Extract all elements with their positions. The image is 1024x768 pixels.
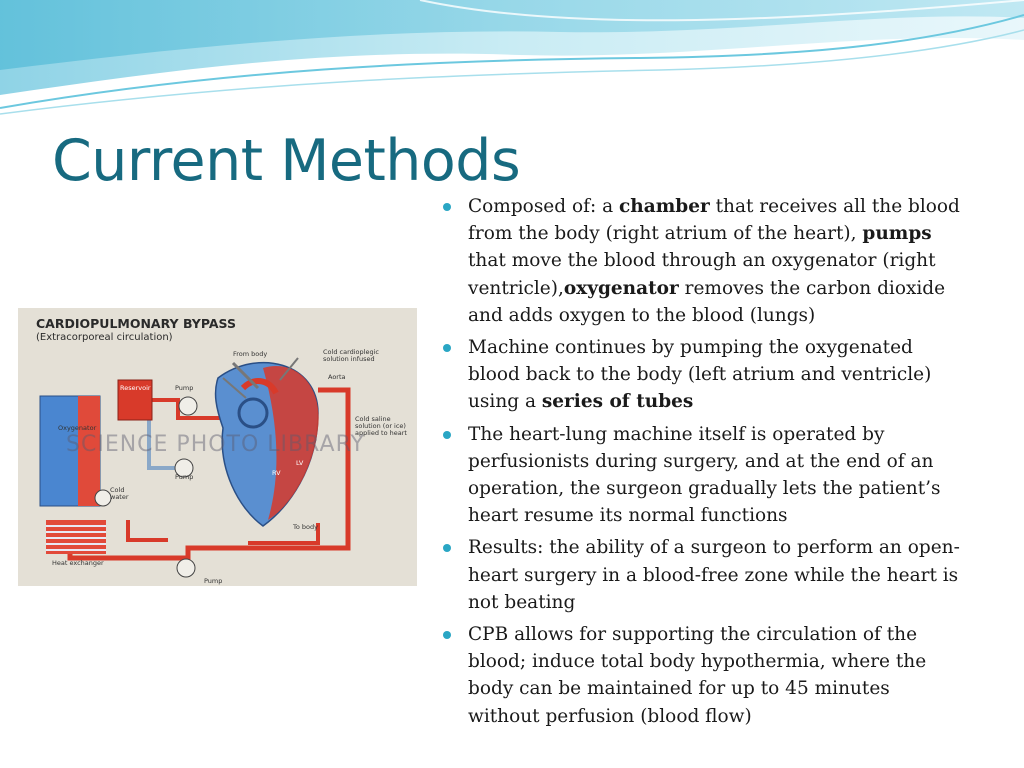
label-pump-top: Pump (175, 384, 194, 392)
label-pump-bottom: Pump (204, 577, 223, 585)
label-to-body: To body (293, 523, 318, 531)
label-oxygenator: Oxygenator (58, 424, 97, 432)
header-wave-banner (0, 0, 1024, 120)
bullet-text: Machine continues by pumping the oxygenated blood back to the body (left atrium and ventricle) using a (468, 337, 932, 413)
bullet-text: Composed of: a (468, 196, 619, 217)
bullet-dot-icon (443, 431, 451, 439)
label-pump-mid: Pump (175, 473, 194, 481)
bullet-dot-icon (443, 631, 451, 639)
label-lv: LV (296, 459, 304, 467)
label-cold-water: Cold water (110, 486, 129, 501)
label-from-body: From body (233, 350, 268, 358)
bullet-list (440, 193, 960, 735)
bullet-text: Results: the ability of a surgeon to perform an open-heart surgery in a blood-free zone while the heart is not beating (468, 537, 960, 613)
label-heat-exchanger: Heat exchanger (52, 559, 104, 567)
label-aorta: Aorta (328, 373, 346, 381)
slide-title: Current Methods (52, 128, 521, 194)
figure-subtitle: (Extracorporeal circulation) (36, 332, 173, 343)
bullet-dot-icon (443, 344, 451, 352)
bullet-emphasis: oxygenator (563, 277, 679, 299)
label-cold-saline: Cold saline solution (or ice) applied to heart (355, 415, 407, 437)
bullet-emphasis: chamber (619, 196, 710, 217)
bullet-dot-icon (443, 203, 451, 211)
bullet-item (440, 621, 960, 730)
watermark: SCIENCE PHOTO LIBRARY (66, 432, 365, 457)
bullet-dot-icon (443, 544, 451, 552)
figure-title: CARDIOPULMONARY BYPASS (36, 316, 236, 331)
label-cold-cardioplegic: Cold cardioplegic solution infused (323, 348, 379, 363)
bullet-item (440, 334, 960, 416)
bullet-item (440, 421, 960, 530)
bullet-item (440, 534, 960, 616)
label-reservoir: Reservoir (120, 384, 151, 392)
bullet-text: that move the blood through an oxygenator (right ventricle), (468, 250, 936, 299)
bullet-text: that receives all the blood from the body (right atrium of the heart), (468, 196, 960, 245)
bullet-item (440, 193, 960, 329)
bullet-text: removes the carbon dioxide and adds oxygen to the blood (lungs) (468, 277, 946, 326)
bullet-text: CPB allows for supporting the circulation of the blood; induce total body hypothermia, where the body can be maintained for up to 45 minutes without perfusion (blood flow) (468, 624, 927, 727)
bullet-emphasis: pumps (862, 223, 932, 245)
label-rv: RV (272, 469, 281, 477)
cardiopulmonary-bypass-diagram (18, 308, 417, 586)
bullet-text: The heart-lung machine itself is operated by perfusionists during surgery, and at the end of an operation, the surgeon gradually lets the patient’s heart resume its normal functions (468, 423, 941, 527)
bullet-emphasis: series of tubes (541, 391, 694, 413)
